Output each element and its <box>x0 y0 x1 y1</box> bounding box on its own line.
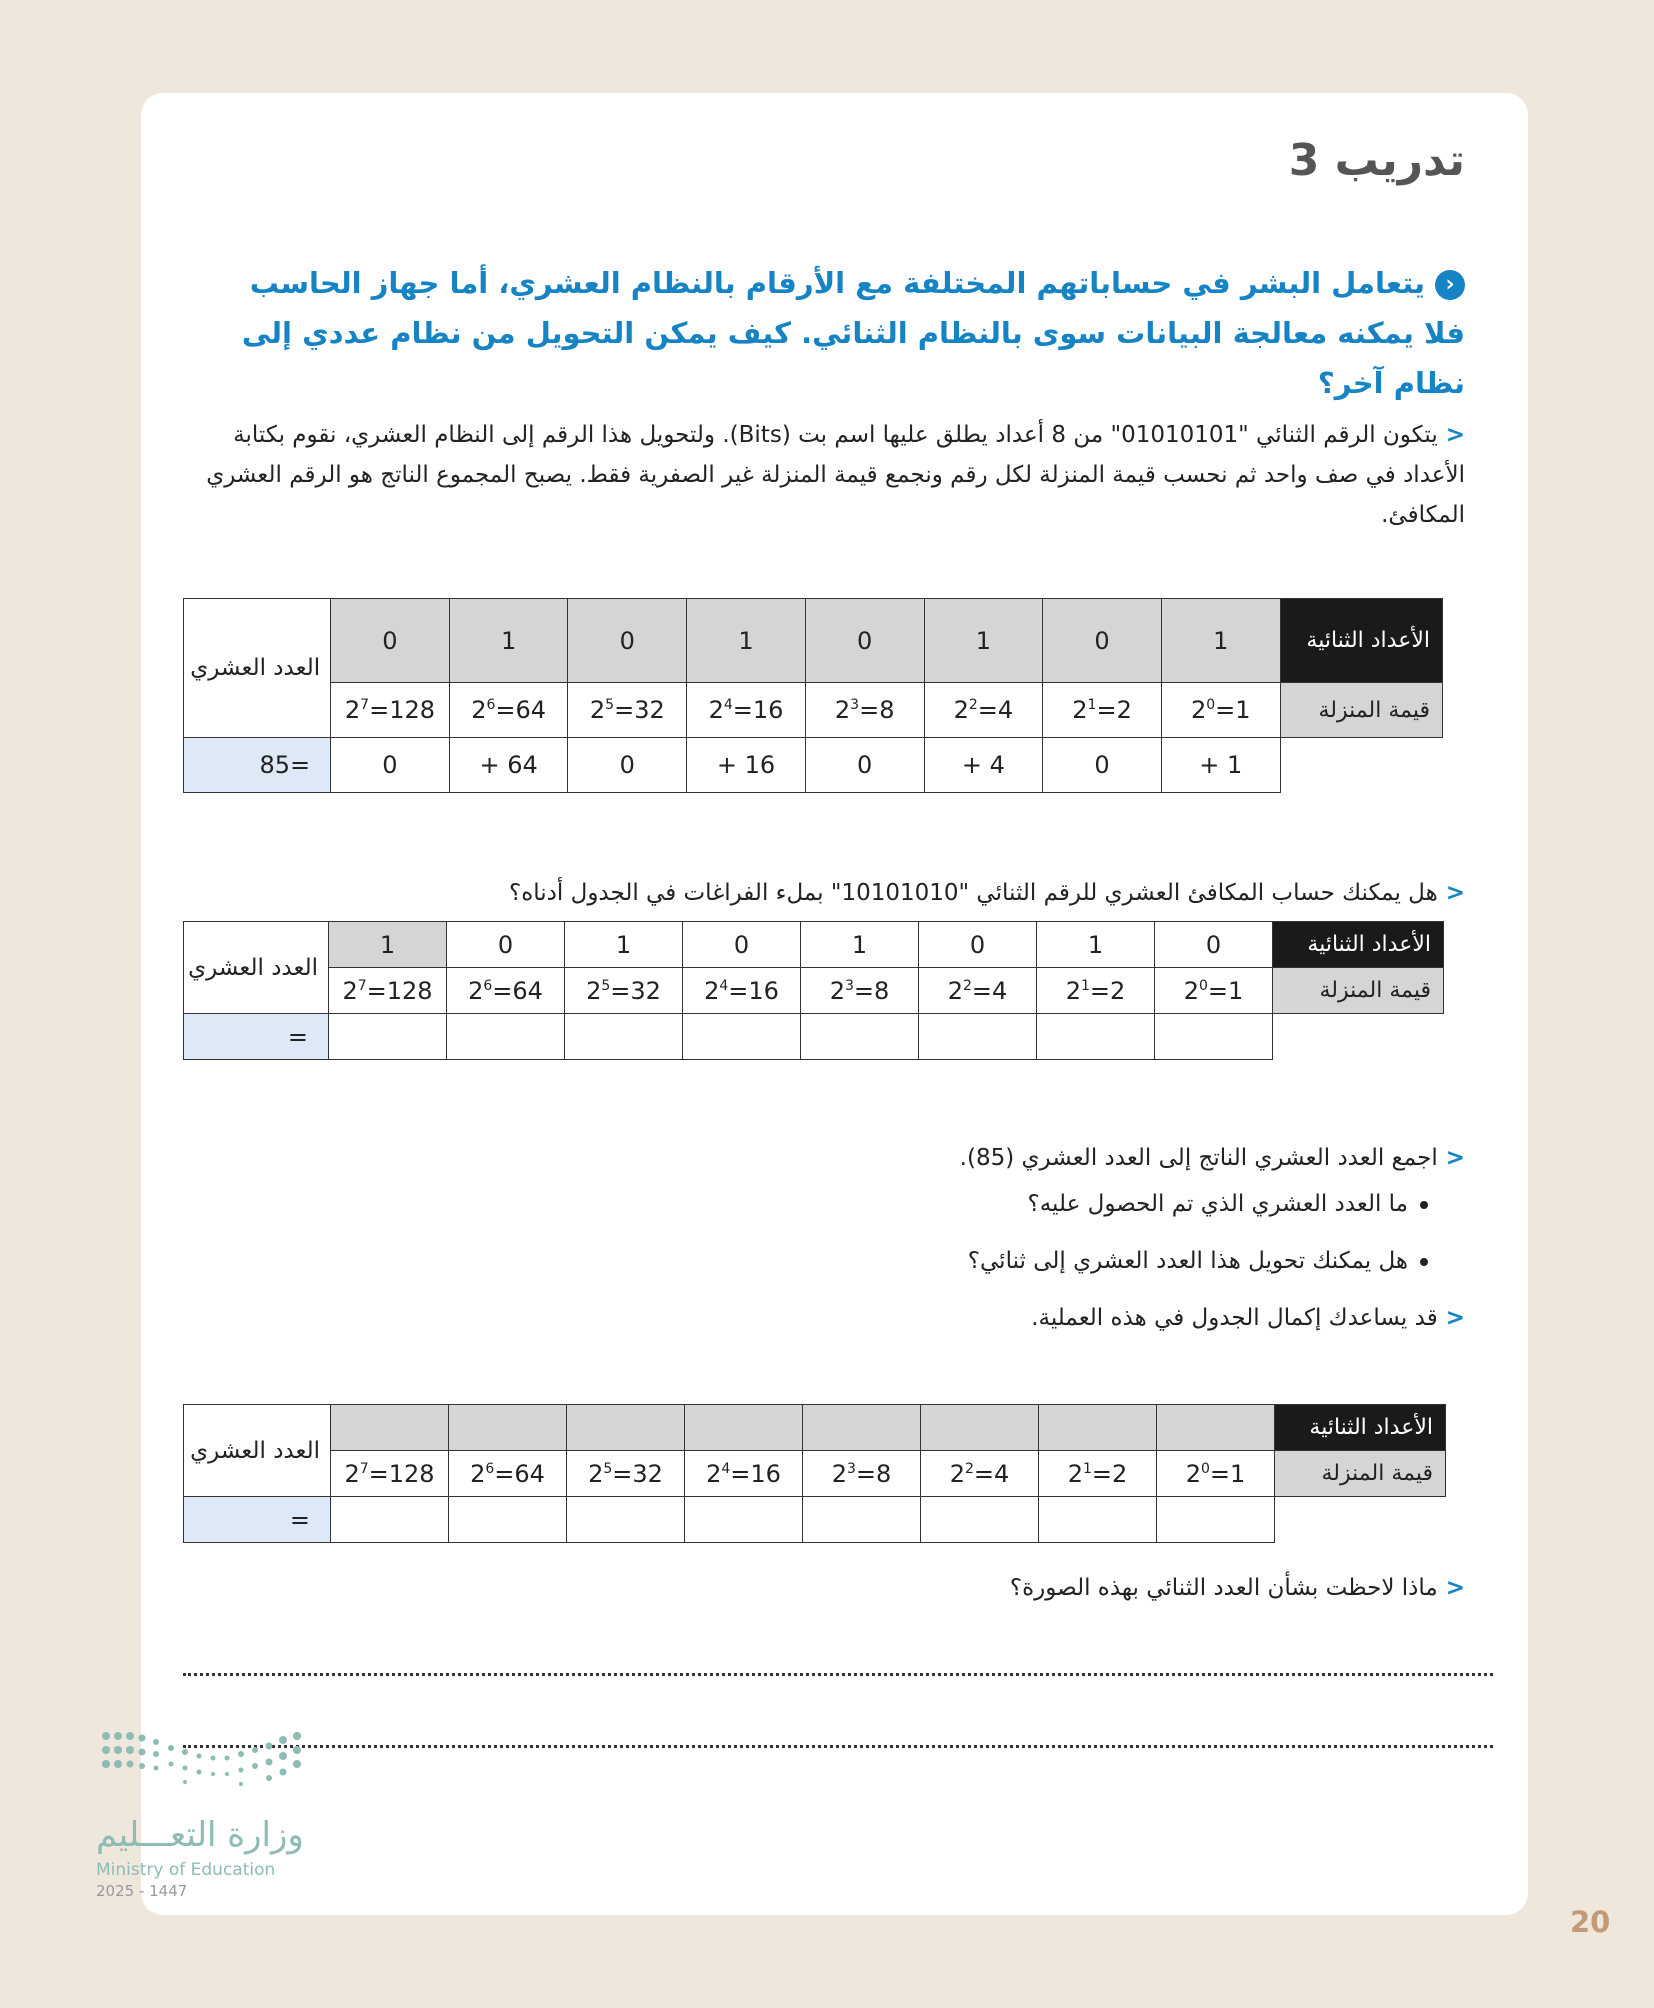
sum-cell: 0 <box>568 738 687 793</box>
bit-cell: 0 <box>568 599 687 683</box>
question-3 <box>205 1138 1465 1178</box>
ministry-logo-arabic: وزارة التعـــليم <box>96 1815 304 1855</box>
bit-input[interactable] <box>1157 1405 1275 1451</box>
bit-cell: 1 <box>924 599 1043 683</box>
conversion-table-blank <box>183 1404 1446 1543</box>
ministry-logo-dots-icon <box>101 1728 311 1788</box>
sum-input[interactable] <box>331 1497 449 1543</box>
bit-cell: 1 <box>801 922 919 968</box>
bit-input[interactable] <box>921 1405 1039 1451</box>
sum-cell: 0 <box>1043 738 1162 793</box>
sum-input[interactable] <box>1157 1497 1275 1543</box>
question-3-text: اجمع العدد العشري الناتج إلى العدد العشري (85). <box>959 1145 1438 1171</box>
question-4 <box>205 1298 1465 1338</box>
bit-cell: 1 <box>1037 922 1155 968</box>
place-value-cell: $2^3=8$ <box>805 683 924 738</box>
binary-digits-header: الأعداد الثنائية <box>1280 599 1442 683</box>
answer-line[interactable] <box>183 1673 1493 1676</box>
place-value-cell: $2^5=32$ <box>565 968 683 1014</box>
sum-input[interactable] <box>801 1014 919 1060</box>
place-value-cell: $2^2=4$ <box>919 968 1037 1014</box>
place-value-cell: $2^2=4$ <box>924 683 1043 738</box>
place-value-cell: $2^3=8$ <box>801 968 919 1014</box>
bit-cell: 1 <box>687 599 806 683</box>
bullet-icon <box>1420 1258 1428 1266</box>
conversion-table-exercise <box>183 921 1444 1060</box>
bit-cell: 1 <box>329 922 447 968</box>
question-5-text: ماذا لاحظت بشأن العدد الثنائي بهذه الصورة؟ <box>1009 1575 1438 1601</box>
place-value-cell: $2^1=2$ <box>1039 1451 1157 1497</box>
place-value-cell: $2^2=4$ <box>921 1451 1039 1497</box>
place-value-cell: $2^7=128$ <box>331 1451 449 1497</box>
bit-input[interactable] <box>685 1405 803 1451</box>
chevron-icon: < <box>1445 1145 1465 1171</box>
place-value-cell: $2^6=64$ <box>447 968 565 1014</box>
bit-cell: 0 <box>1043 599 1162 683</box>
bit-cell: 0 <box>805 599 924 683</box>
bit-input[interactable] <box>1039 1405 1157 1451</box>
bit-input[interactable] <box>567 1405 685 1451</box>
bit-cell: 0 <box>683 922 801 968</box>
question-5 <box>205 1568 1465 1608</box>
place-value-cell: $2^1=2$ <box>1043 683 1162 738</box>
sum-cell: + 16 <box>687 738 806 793</box>
sum-input[interactable] <box>329 1014 447 1060</box>
bit-cell: 1 <box>565 922 683 968</box>
chevron-icon: < <box>1445 1575 1465 1601</box>
bit-input[interactable] <box>803 1405 921 1451</box>
page-number: 20 <box>1570 1905 1611 1939</box>
chevron-icon: < <box>1445 422 1465 448</box>
place-value-header: قيمة المنزلة <box>1275 1451 1446 1497</box>
question-4-text: قد يساعدك إكمال الجدول في هذه العملية. <box>1031 1305 1438 1331</box>
answer-line[interactable] <box>183 1745 1493 1748</box>
place-value-cell: $2^0=1$ <box>1155 968 1273 1014</box>
sum-input[interactable] <box>683 1014 801 1060</box>
bullet-item: ما العدد العشري الذي تم الحصول عليه؟ <box>1028 1191 1429 1217</box>
decimal-result-input[interactable]: = <box>184 1497 331 1543</box>
bit-cell: 0 <box>919 922 1037 968</box>
intro-text: يتعامل البشر في حساباتهم المختلفة مع الأرقام بالنظام العشري، أما جهاز الحاسب فلا يمكنه معالجة البيانات سوى بالنظام الثنائي. كيف يمكن التحويل من نظام عددي إلى نظام آخر؟ <box>241 266 1465 400</box>
sum-input[interactable] <box>1039 1497 1157 1543</box>
decimal-number-header: العدد العشري <box>184 922 329 1014</box>
sum-input[interactable] <box>803 1497 921 1543</box>
place-value-cell: $2^4=16$ <box>683 968 801 1014</box>
sum-input[interactable] <box>565 1014 683 1060</box>
bit-cell: 0 <box>447 922 565 968</box>
intro-question <box>205 258 1465 408</box>
bit-cell: 1 <box>1161 599 1280 683</box>
place-value-cell: $2^5=32$ <box>567 1451 685 1497</box>
question-2 <box>205 873 1465 913</box>
place-value-cell: $2^5=32$ <box>568 683 687 738</box>
bit-cell: 0 <box>1155 922 1273 968</box>
question-2-text: هل يمكنك حساب المكافئ العشري للرقم الثنائي "10101010" بملء الفراغات في الجدول أدناه؟ <box>509 880 1438 906</box>
page-title: تدريب 3 <box>1288 135 1465 186</box>
sum-cell: + 1 <box>1161 738 1280 793</box>
place-value-cell: $2^3=8$ <box>803 1451 921 1497</box>
place-value-cell: $2^6=64$ <box>449 683 568 738</box>
chevron-icon: < <box>1445 880 1465 906</box>
decimal-number-header: العدد العشري <box>184 1405 331 1497</box>
sum-input[interactable] <box>919 1014 1037 1060</box>
bullet-item: هل يمكنك تحويل هذا العدد العشري إلى ثنائي؟ <box>968 1248 1428 1274</box>
bit-cell: 1 <box>449 599 568 683</box>
place-value-cell: $2^4=16$ <box>687 683 806 738</box>
place-value-cell: $2^7=128$ <box>331 683 450 738</box>
chevron-left-icon: ‹ <box>1435 270 1465 300</box>
empty-cell <box>1280 738 1442 793</box>
sum-input[interactable] <box>447 1014 565 1060</box>
place-value-cell: $2^7=128$ <box>329 968 447 1014</box>
place-value-cell: $2^0=1$ <box>1157 1451 1275 1497</box>
binary-digits-header: الأعداد الثنائية <box>1273 922 1444 968</box>
place-value-cell: $2^6=64$ <box>449 1451 567 1497</box>
sum-input[interactable] <box>1037 1014 1155 1060</box>
conversion-table-example <box>183 598 1443 793</box>
bullet-icon <box>1420 1201 1428 1209</box>
sum-cell: + 64 <box>449 738 568 793</box>
place-value-cell: $2^0=1$ <box>1161 683 1280 738</box>
ministry-logo-english: Ministry of Education <box>96 1860 276 1880</box>
bit-input[interactable] <box>331 1405 449 1451</box>
chevron-icon: < <box>1445 1305 1465 1331</box>
explanation-text: يتكون الرقم الثنائي "01010101" من 8 أعداد يطلق عليها اسم بت (Bits). ولتحويل هذا الرقم إلى النظام العشري، نقوم بكتابة الأعداد في صف واحد ثم نحسب قيمة المنزلة لكل رقم ونجمع قيمة المنزلة غير الصفرية فقط. يصبح المجموع الناتج هو الرقم العشري المكافئ. <box>206 422 1465 528</box>
sum-cell: 0 <box>331 738 450 793</box>
bit-input[interactable] <box>449 1405 567 1451</box>
ministry-logo-year: 2025 - 1447 <box>96 1882 188 1900</box>
bit-cell: 0 <box>331 599 450 683</box>
sum-cell: 0 <box>805 738 924 793</box>
explanation-paragraph <box>205 415 1465 535</box>
sum-cell: + 4 <box>924 738 1043 793</box>
sum-input[interactable] <box>1155 1014 1273 1060</box>
page-card <box>141 93 1528 1915</box>
decimal-result-cell: 85= <box>184 738 331 793</box>
sum-input[interactable] <box>921 1497 1039 1543</box>
sum-input[interactable] <box>567 1497 685 1543</box>
place-value-cell: $2^4=16$ <box>685 1451 803 1497</box>
empty-cell <box>1275 1497 1446 1543</box>
decimal-number-header: العدد العشري <box>184 599 331 738</box>
empty-cell <box>1273 1014 1444 1060</box>
place-value-cell: $2^1=2$ <box>1037 968 1155 1014</box>
sum-input[interactable] <box>449 1497 567 1543</box>
sum-input[interactable] <box>685 1497 803 1543</box>
binary-digits-header: الأعداد الثنائية <box>1275 1405 1446 1451</box>
decimal-result-input[interactable]: = <box>184 1014 329 1060</box>
place-value-header: قيمة المنزلة <box>1280 683 1442 738</box>
place-value-header: قيمة المنزلة <box>1273 968 1444 1014</box>
